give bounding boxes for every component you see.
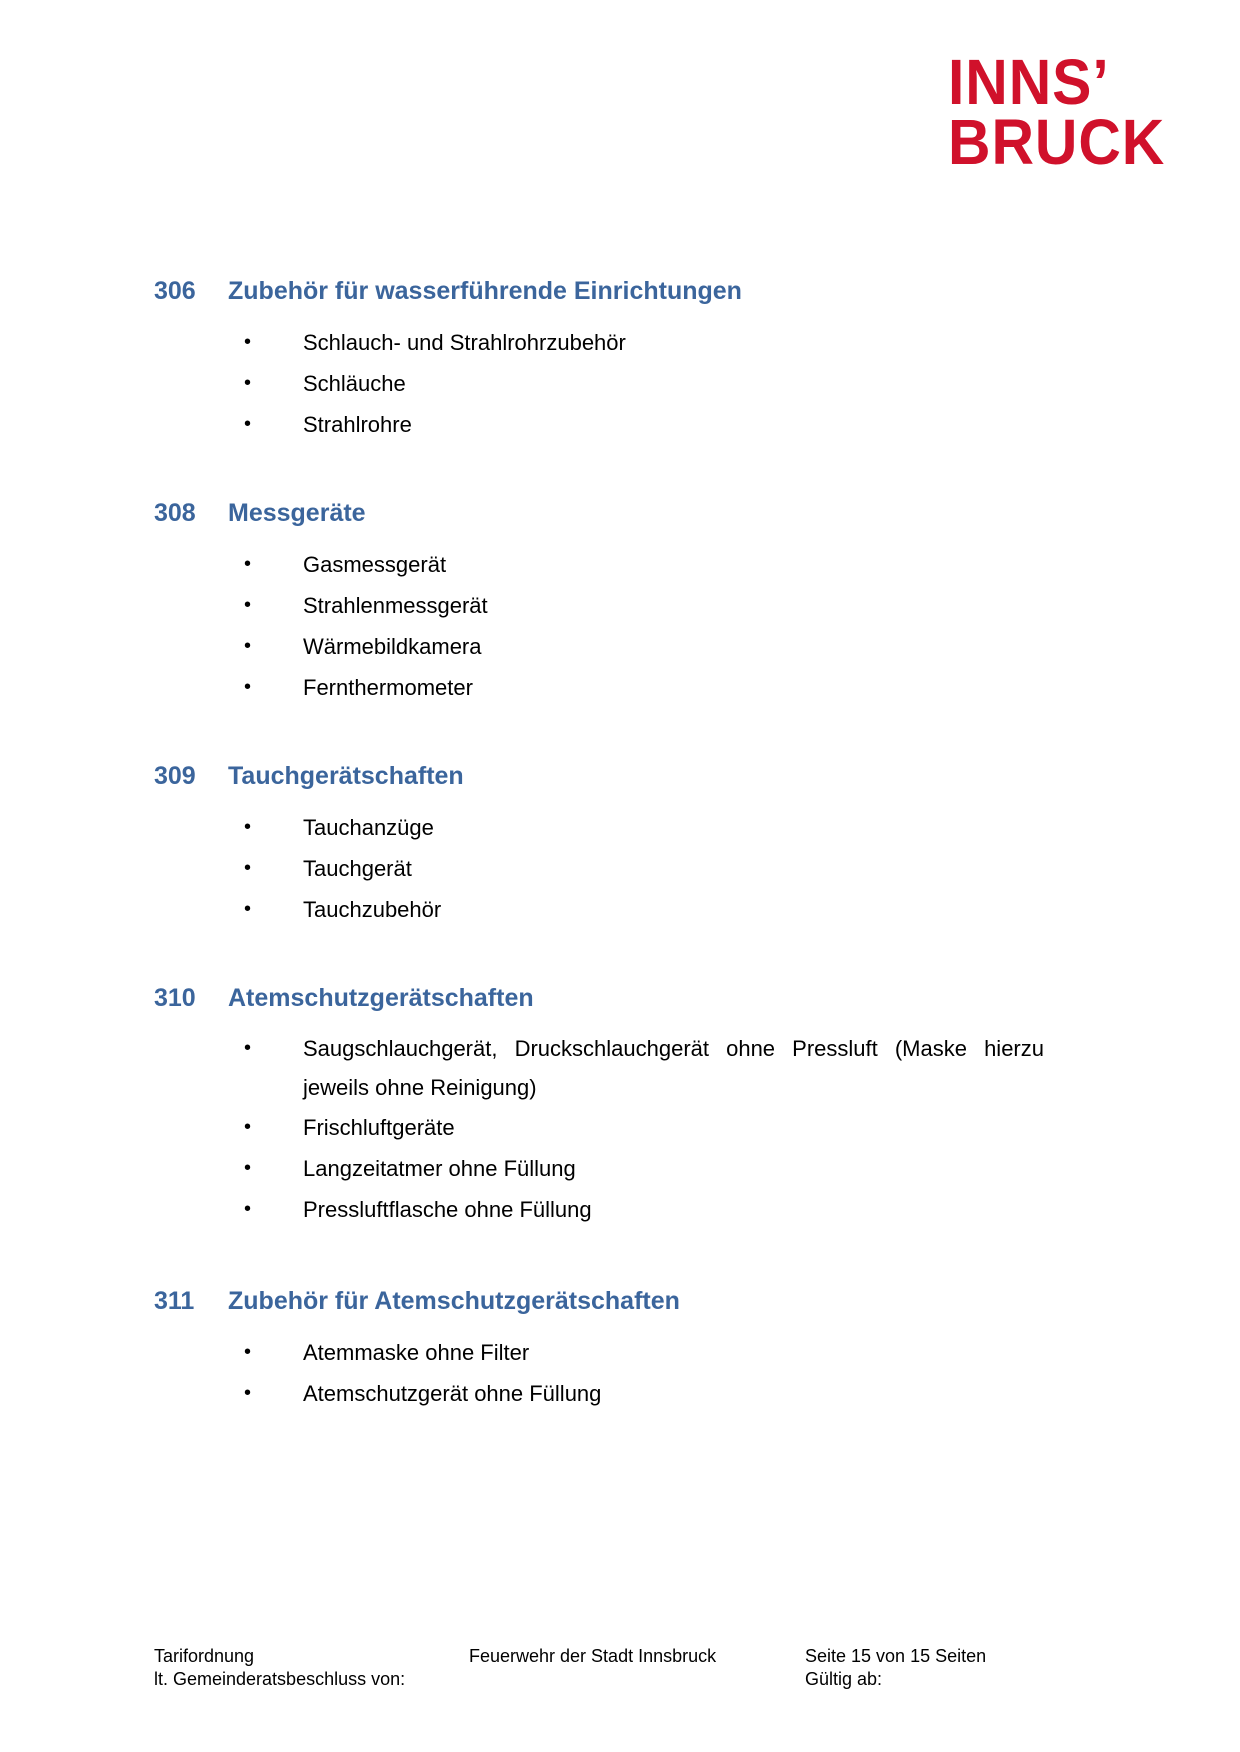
item-list: [154, 807, 1054, 930]
list-item: • Fernthermometer: [154, 667, 1054, 708]
item-list: [154, 322, 1054, 445]
footer-center: [469, 1645, 716, 1668]
section-title: Zubehör für wasserführende Einrichtungen: [228, 277, 742, 305]
list-item: • Schläuche: [154, 363, 1054, 404]
footer-organization: Feuerwehr der Stadt Innsbruck: [469, 1646, 717, 1666]
list-item: • Pressluftflasche ohne Füllung: [154, 1189, 1054, 1230]
list-item: • Tauchzubehör: [154, 889, 1054, 930]
list-item: • Strahlrohre: [154, 404, 1054, 445]
section-306: [154, 274, 1054, 445]
section-number: 310: [154, 984, 196, 1012]
list-item: • Schlauch- und Strahlrohrzubehör: [154, 322, 1054, 363]
bullet-icon: •: [244, 413, 252, 435]
bullet-icon: •: [244, 857, 252, 879]
section-title: Messgeräte: [228, 499, 366, 527]
footer-page-number: Seite 15 von 15 Seiten: [805, 1646, 987, 1666]
section-311: [154, 1284, 1054, 1414]
section-title: Zubehör für Atemschutzgerätschaften: [228, 1287, 680, 1315]
bullet-icon: •: [244, 331, 252, 353]
item-list: [154, 544, 1054, 708]
bullet-icon: •: [244, 372, 252, 394]
item-list: [154, 1029, 1054, 1230]
list-item: • Tauchanzüge: [154, 807, 1054, 848]
section-number: 306: [154, 277, 196, 305]
bullet-icon: •: [244, 594, 252, 616]
section-308: [154, 496, 1054, 708]
item-list: [154, 1332, 1054, 1414]
list-item: • Strahlenmessgerät: [154, 585, 1054, 626]
list-item: • Langzeitatmer ohne Füllung: [154, 1148, 1054, 1189]
footer-left: [154, 1645, 405, 1691]
footer-resolution: lt. Gemeinderatsbeschluss von:: [154, 1669, 406, 1689]
section-309: [154, 759, 1054, 930]
logo-line-2: BRUCK: [948, 106, 1166, 178]
section-heading: [154, 1284, 1054, 1318]
bullet-icon: •: [244, 1198, 252, 1220]
list-item: • Frischluftgeräte: [154, 1107, 1054, 1148]
bullet-icon: •: [244, 553, 252, 575]
list-item: • Gasmessgerät: [154, 544, 1054, 585]
section-heading: [154, 981, 1054, 1015]
bullet-icon: •: [244, 635, 252, 657]
section-number: 311: [154, 1287, 195, 1315]
list-item: • Atemmaske ohne Filter: [154, 1332, 1054, 1373]
footer-doc-title: Tarifordnung: [154, 1646, 255, 1666]
section-title: Atemschutzgerätschaften: [228, 984, 534, 1012]
bullet-icon: •: [244, 1382, 252, 1404]
bullet-icon: •: [244, 1116, 252, 1138]
list-item: • Wärmebildkamera: [154, 626, 1054, 667]
bullet-icon: •: [244, 898, 252, 920]
section-heading: [154, 274, 1054, 308]
bullet-icon: •: [244, 1037, 252, 1059]
section-title: Tauchgerätschaften: [228, 762, 464, 790]
section-heading: [154, 759, 1054, 793]
section-310: [154, 981, 1054, 1230]
bullet-icon: •: [244, 676, 252, 698]
list-item: • Atemschutzgerät ohne Füllung: [154, 1373, 1054, 1414]
footer-right: [805, 1645, 986, 1691]
bullet-icon: •: [244, 816, 252, 838]
innsbruck-logo: [948, 46, 1198, 178]
section-number: 309: [154, 762, 196, 790]
bullet-icon: •: [244, 1157, 252, 1179]
bullet-icon: •: [244, 1341, 252, 1363]
section-number: 308: [154, 499, 196, 527]
list-item: • Saugschlauchgerät, Druckschlauchgerät ohne Pressluft (Maske hierzu jeweils ohne Reinigung): [154, 1029, 1044, 1107]
section-heading: [154, 496, 1054, 530]
footer-valid-from: Gültig ab:: [805, 1669, 883, 1689]
list-item: • Tauchgerät: [154, 848, 1054, 889]
logo-line-1: INNS’: [948, 46, 1110, 118]
